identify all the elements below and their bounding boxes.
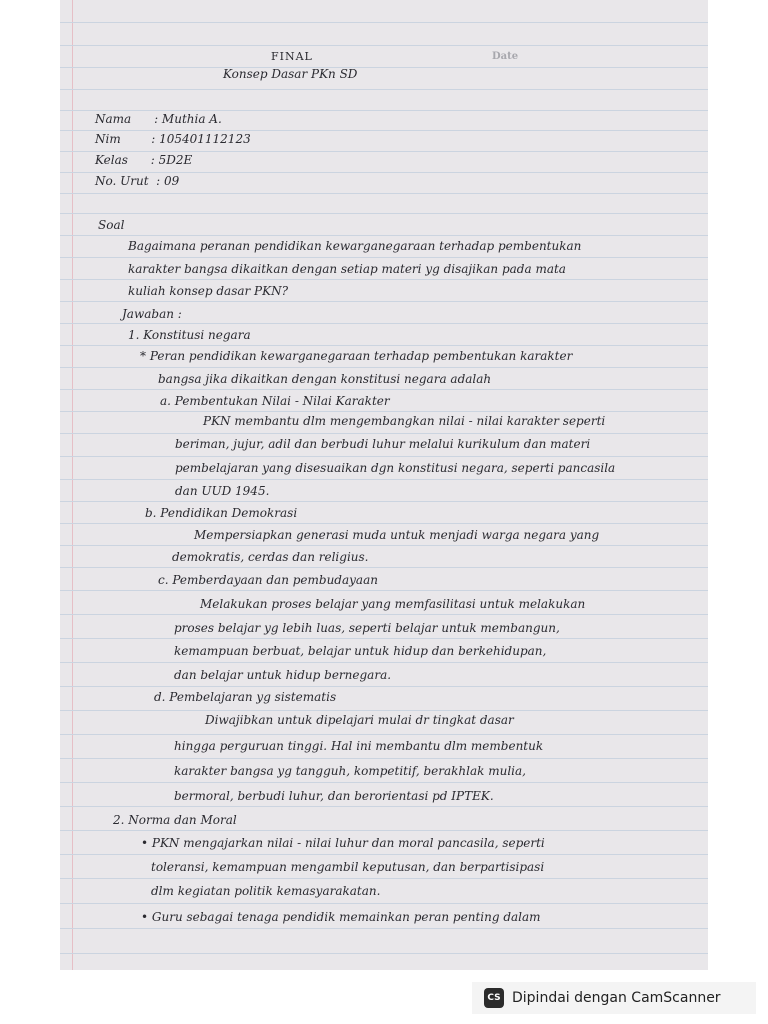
ruled-line <box>60 854 708 855</box>
header-final-label: FINAL <box>271 50 313 63</box>
header-date-label: Date <box>492 51 519 62</box>
ruled-line <box>60 433 708 434</box>
ruled-line <box>60 213 708 214</box>
ruled-line <box>60 662 708 663</box>
note-field-name: Nama : Muthia A. <box>95 112 222 126</box>
ruled-line <box>60 638 708 639</box>
ruled-line <box>60 479 708 480</box>
note-section-2-heading: 2. Norma dan Moral <box>113 813 237 827</box>
note-subsection-c-line-1: Melakukan proses belajar yang memfasilitasi untuk melakukan <box>200 597 586 611</box>
ruled-line <box>60 590 708 591</box>
ruled-line <box>60 257 708 258</box>
note-section-2-line-3: dlm kegiatan politik kemasyarakatan. <box>151 884 381 898</box>
note-section-1-line-1: * Peran pendidikan kewarganegaraan terhadap pembentukan karakter <box>140 349 573 363</box>
note-section-1-heading: 1. Konstitusi negara <box>128 328 251 342</box>
ruled-line <box>60 279 708 280</box>
ruled-line <box>60 806 708 807</box>
note-subsection-d-heading: d. Pembelajaran yg sistematis <box>154 690 337 704</box>
ruled-line <box>60 235 708 236</box>
note-subsection-a-heading: a. Pembentukan Nilai - Nilai Karakter <box>160 394 390 408</box>
note-section-2-line-1: • PKN mengajarkan nilai - nilai luhur dan moral pancasila, seperti <box>141 836 545 850</box>
ruled-line <box>60 22 708 23</box>
camscanner-logo-icon: CS <box>484 988 504 1008</box>
ruled-line <box>60 545 708 546</box>
ruled-line <box>60 758 708 759</box>
note-subsection-a-line-3: pembelajaran yang disesuaikan dgn konstitusi negara, seperti pancasila <box>175 461 616 475</box>
ruled-line <box>60 903 708 904</box>
note-subsection-d-line-4: bermoral, berbudi luhur, dan berorientasi pd IPTEK. <box>174 789 494 803</box>
note-question-line-3: kuliah konsep dasar PKN? <box>128 284 289 298</box>
ruled-line <box>60 953 708 954</box>
note-field-no-urut: No. Urut : 09 <box>95 174 180 188</box>
note-subsection-c-line-4: dan belajar untuk hidup bernegara. <box>174 668 392 682</box>
page-margin-line <box>72 0 73 970</box>
note-subsection-a-line-1: PKN membantu dlm mengembangkan nilai - nilai karakter seperti <box>203 414 606 428</box>
ruled-line <box>60 710 708 711</box>
note-subsection-c-line-2: proses belajar yg lebih luas, seperti belajar untuk membangun, <box>174 621 560 635</box>
ruled-line <box>60 567 708 568</box>
ruled-line <box>60 830 708 831</box>
note-subsection-a-line-4: dan UUD 1945. <box>175 484 270 498</box>
ruled-line <box>60 928 708 929</box>
ruled-line <box>60 323 708 324</box>
note-title: Konsep Dasar PKn SD <box>223 67 358 81</box>
note-subsection-c-line-3: kemampuan berbuat, belajar untuk hidup dan berkehidupan, <box>174 644 547 658</box>
ruled-line <box>60 345 708 346</box>
note-section-2-line-4: • Guru sebagai tenaga pendidik memainkan peran penting dalam <box>141 910 541 924</box>
note-subsection-d-line-1: Diwajibkan untuk dipelajari mulai dr tingkat dasar <box>205 713 514 727</box>
note-subsection-c-heading: c. Pemberdayaan dan pembudayaan <box>158 573 378 587</box>
ruled-line <box>60 523 708 524</box>
ruled-line <box>60 878 708 879</box>
note-section-2-line-2: toleransi, kemampuan mengambil keputusan, dan berpartisipasi <box>151 860 545 874</box>
ruled-line <box>60 686 708 687</box>
note-subsection-d-line-2: hingga perguruan tinggi. Hal ini membantu dlm membentuk <box>174 739 544 753</box>
note-section-1-line-2: bangsa jika dikaitkan dengan konstitusi negara adalah <box>158 372 492 386</box>
note-subsection-a-line-2: beriman, jujur, adil dan berbudi luhur melalui kurikulum dan materi <box>175 437 591 451</box>
note-subsection-d-line-3: karakter bangsa yg tangguh, kompetitif, berakhlak mulia, <box>174 764 526 778</box>
ruled-line <box>60 734 708 735</box>
ruled-line <box>60 67 708 68</box>
ruled-line <box>60 389 708 390</box>
note-subsection-b-line-1: Mempersiapkan generasi muda untuk menjadi warga negara yang <box>194 528 600 542</box>
ruled-line <box>60 501 708 502</box>
ruled-line <box>60 411 708 412</box>
ruled-line <box>60 614 708 615</box>
note-field-nim: Nim : 105401112123 <box>95 132 251 146</box>
note-soal-label: Soal <box>98 218 125 232</box>
note-subsection-b-line-2: demokratis, cerdas dan religius. <box>172 550 369 564</box>
note-question-line-2: karakter bangsa dikaitkan dengan setiap materi yg disajikan pada mata <box>128 262 566 276</box>
note-field-kelas: Kelas : 5D2E <box>95 153 193 167</box>
camscanner-label: Dipindai dengan CamScanner <box>512 990 721 1006</box>
ruled-line <box>60 301 708 302</box>
note-question-line-1: Bagaimana peranan pendidikan kewarganegaraan terhadap pembentukan <box>128 239 582 253</box>
note-answer-label: Jawaban : <box>122 307 182 321</box>
ruled-line <box>60 193 708 194</box>
camscanner-watermark <box>472 982 756 1014</box>
note-subsection-b-heading: b. Pendidikan Demokrasi <box>145 506 298 520</box>
ruled-line <box>60 456 708 457</box>
ruled-line <box>60 782 708 783</box>
scanned-page <box>60 0 708 970</box>
ruled-line <box>60 89 708 90</box>
ruled-line <box>60 367 708 368</box>
ruled-line <box>60 45 708 46</box>
